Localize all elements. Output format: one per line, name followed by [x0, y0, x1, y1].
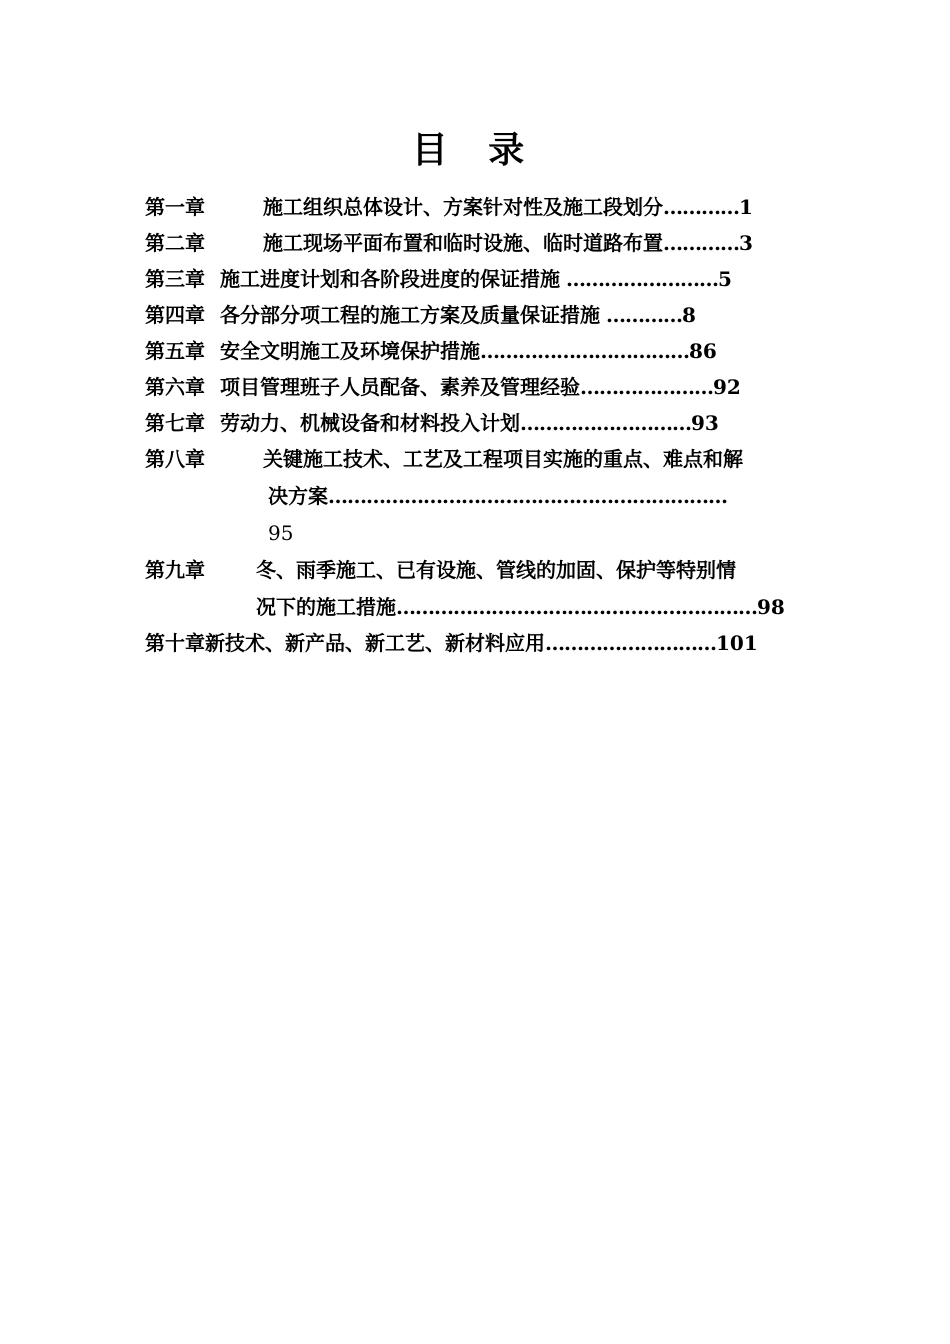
toc-entry-page: 101 [716, 631, 758, 655]
toc-entry-6-title[interactable] [220, 373, 741, 401]
toc-entry-page: 93 [691, 411, 719, 435]
toc-entry-leader: …………………… [560, 267, 718, 291]
toc-entry-chapter: 第五章 [145, 339, 205, 363]
toc-entry-9-title-line1[interactable] [256, 556, 736, 584]
toc-entry-3[interactable] [145, 265, 205, 293]
toc-entry-5-title[interactable] [220, 337, 717, 365]
toc-entry-chapter: 第九章 [145, 558, 205, 582]
toc-entry-9-title-line2[interactable] [256, 593, 785, 621]
toc-entry-chapter: 第一章 [145, 195, 205, 219]
toc-entry-3-title[interactable] [220, 265, 732, 293]
toc-entry-8[interactable] [145, 445, 205, 473]
toc-entry-chapter: 第四章 [145, 303, 205, 327]
toc-entry-title: 况下的施工措施 [256, 595, 396, 619]
toc-entry-title: 项目管理班子人员配备、素养及管理经验 [220, 375, 580, 399]
toc-entry-leader: ………… [663, 195, 739, 219]
toc-entry-2-title[interactable] [263, 229, 753, 257]
toc-entry-title: 施工现场平面布置和临时设施、临时道路布置 [263, 231, 663, 255]
toc-entry-page: 8 [681, 303, 696, 327]
toc-entry-9[interactable] [145, 556, 205, 584]
toc-entry-page: 1 [739, 195, 753, 219]
toc-entry-page: 98 [757, 595, 785, 619]
toc-entry-5[interactable] [145, 337, 205, 365]
toc-entry-leader: ………… [663, 231, 739, 255]
toc-entry-chapter: 第十章 [145, 631, 205, 655]
toc-entry-title: 新技术、新产品、新工艺、新材料应用 [205, 631, 545, 655]
toc-entry-title: 安全文明施工及环境保护措施 [220, 339, 480, 363]
toc-entry-chapter: 第七章 [145, 411, 205, 435]
toc-entry-8-title-line2[interactable] [268, 482, 727, 510]
toc-entry-leader: ……………………………………………………… [328, 484, 727, 508]
toc-entry-title: 决方案 [268, 484, 328, 508]
toc-entry-7[interactable] [145, 409, 205, 437]
toc-entry-leader: ………………………………………………… [396, 595, 757, 619]
toc-entry-4-title[interactable] [220, 301, 696, 329]
toc-entry-title: 关键施工技术、工艺及工程项目实施的重点、难点和解 [263, 447, 743, 471]
toc-entry-2[interactable] [145, 229, 205, 257]
toc-entry-title: 冬、雨季施工、已有设施、管线的加固、保护等特别情 [256, 558, 736, 582]
toc-entry-page: 92 [713, 375, 741, 399]
toc-entry-8-page-line[interactable] [268, 519, 293, 547]
toc-entry-chapter: 第三章 [145, 267, 205, 291]
toc-entry-1-title[interactable] [263, 193, 753, 221]
toc-entry-leader: ……………………… [520, 411, 691, 435]
toc-entry-title: 劳动力、机械设备和材料投入计划 [220, 411, 520, 435]
toc-entry-leader: ………………… [580, 375, 713, 399]
toc-entry-6[interactable] [145, 373, 205, 401]
toc-entry-title: 施工进度计划和各阶段进度的保证措施 [220, 267, 560, 291]
toc-entry-title: 各分部分项工程的施工方案及质量保证措施 [220, 303, 600, 327]
toc-entry-page: 5 [717, 267, 732, 291]
toc-entry-chapter: 第二章 [145, 231, 205, 255]
toc-entry-leader: …………………………… [480, 339, 689, 363]
toc-entry-page: 95 [268, 521, 294, 545]
toc-entry-page: 86 [689, 339, 717, 363]
toc-entry-8-title-line1[interactable] [263, 445, 743, 473]
toc-entry-1[interactable] [145, 193, 205, 221]
toc-entry-leader: ………… [600, 303, 682, 327]
toc-title: 目 录 [411, 129, 539, 171]
toc-entry-10[interactable] [145, 629, 758, 657]
toc-entry-page: 3 [739, 231, 753, 255]
toc-entry-title: 施工组织总体设计、方案针对性及施工段划分 [263, 195, 663, 219]
toc-entry-4[interactable] [145, 301, 205, 329]
toc-entry-7-title[interactable] [220, 409, 719, 437]
toc-entry-leader: ……………………… [545, 631, 716, 655]
toc-entry-chapter: 第八章 [145, 447, 205, 471]
toc-entry-chapter: 第六章 [145, 375, 205, 399]
